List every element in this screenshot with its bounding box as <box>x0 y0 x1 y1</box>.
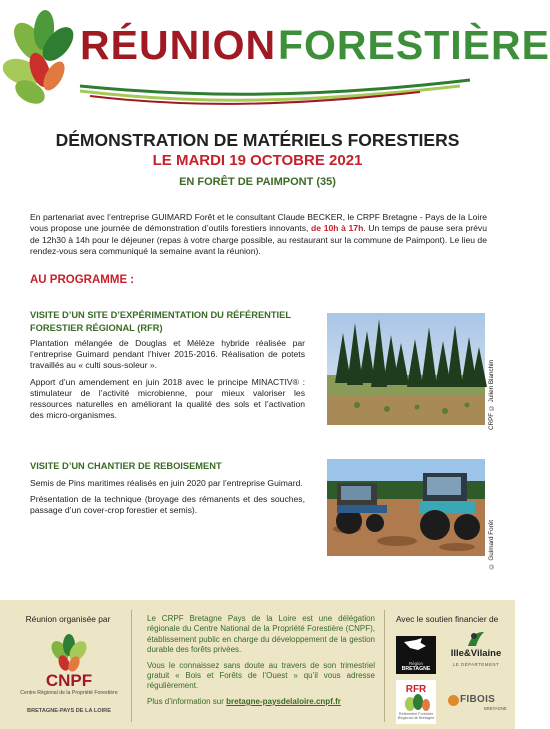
website-link[interactable]: bretagne-paysdelaloire.cnpf.fr <box>226 696 341 706</box>
leaf-logo-icon <box>0 9 79 108</box>
cnpf-logo-subtitle: Centre Régional de la Propriété Forestière <box>20 690 118 696</box>
footer-paragraph: Le CRPF Bretagne Pays de la Loire est une délégation régionale du Centre National de la Propriété Forestière (CNPF), établissement public en charge du développement de la gestion durable des forêts privées. <box>147 614 375 655</box>
fibois-logo-icon <box>448 695 459 706</box>
support-label: Avec le soutien financier de <box>396 614 499 624</box>
footer-divider <box>131 610 132 722</box>
footer-divider <box>384 610 385 722</box>
section-title-rfr-visit: VISITE D’UN SITE D’EXPÉRIMENTATION DU RÉFÉRENTIEL FORESTIER RÉGIONAL (RFR) <box>30 310 291 333</box>
section-paragraph: Semis de Pins maritimes réalisés en juin 2020 par l’entreprise Guimard. <box>30 478 303 488</box>
photo-tractor-reforestation <box>327 459 485 556</box>
event-title: DÉMONSTRATION DE MATÉRIELS FORESTIERS <box>55 130 460 150</box>
fibois-logo: FIBOIS <box>460 694 496 705</box>
fibois-logo-subtitle: BRETAGNE <box>484 706 507 711</box>
section-title-reforestation-visit: VISITE D’UN CHANTIER DE REBOISEMENT <box>30 461 222 471</box>
footer-paragraph: Vous le connaissez sans doute au travers de son trimestriel gratuit « Bois et Forêts de l’Ouest » qu’il vous adresse régulièrement. <box>147 660 375 691</box>
rfr-logo-text: RFR <box>405 684 427 695</box>
footer-about-text <box>147 614 375 712</box>
intro-text-part2: . Un temps de pause sera prévu de 12h30 à 14h pour le déjeuner (repas à votre charge possible, au restaurant sur la commune de Paimpont). Le lieu de rendez-vous sera communiqué la semaine avant la réunion). <box>30 223 487 257</box>
organized-by-label: Réunion organisée par <box>25 614 111 624</box>
more-info-prefix: Plus d’information sur <box>147 696 227 706</box>
rfr-logo-subtitle: Référentiel Forestier Régional de Bretagne <box>397 712 435 721</box>
photo-credit-1: CRPF © Julien Blanchin <box>488 360 495 430</box>
intro-hours: de 10h à 17h <box>311 223 364 234</box>
event-place: EN FORÊT DE PAIMPONT (35) <box>179 176 336 188</box>
program-heading: AU PROGRAMME : <box>30 274 135 286</box>
photo-credit-2: © Guimard Forêt <box>488 520 495 570</box>
intro-paragraph <box>30 212 487 258</box>
intro-text-part1: En partenariat avec l’entreprise GUIMARD Forêt et le consultant Claude BECKER, le CRPF Bretagne - Pays de la Loire vous propose une journée de démonstration d’outils forestiers innovants, <box>30 212 487 234</box>
region-bretagne-big: BRETAGNE <box>401 666 431 672</box>
section-paragraph: Présentation de la technique (broyage des rémanents et des souches, passage d’un cover-crop forestier et semis). <box>30 494 305 516</box>
cnpf-logo-name: CNPF <box>45 671 93 690</box>
ille-vilaine-logo-icon <box>466 630 486 648</box>
banner-title-reunion: RÉUNION <box>80 22 277 68</box>
cnpf-logo-icon <box>48 633 90 673</box>
event-date: LE MARDI 19 OCTOBRE 2021 <box>152 152 363 169</box>
cnpf-logo-region: BRETAGNE-PAYS DE LA LOIRE <box>27 708 111 714</box>
banner-title-forestiere: FORESTIÈRE <box>278 22 550 68</box>
photo-forest-plantation <box>327 313 485 425</box>
section-body-reforestation-visit <box>30 478 305 522</box>
footer-paragraph-more-info <box>147 697 375 707</box>
section-body-rfr-visit <box>30 338 305 426</box>
section-paragraph: Apport d’un amendement en juin 2018 avec le principe MINACTIV® : stimulateur de l’activité microbienne, pour mieux valoriser les ressources naturelles en améliorant la qualité des sols et l’activation des micro-organismes. <box>30 376 305 421</box>
ille-vilaine-logo: Ille&Vilaine <box>450 648 502 659</box>
ille-vilaine-subtitle: LE DÉPARTEMENT <box>452 662 500 667</box>
section-paragraph: Plantation mélangée de Douglas et Mélèze hybride réalisée par l’entreprise Guimard pendant l’hiver 2015-2016. Réalisation de potets travaillés au « culti sous-soleur ». <box>30 338 305 371</box>
region-bretagne-small: Région <box>409 661 423 666</box>
